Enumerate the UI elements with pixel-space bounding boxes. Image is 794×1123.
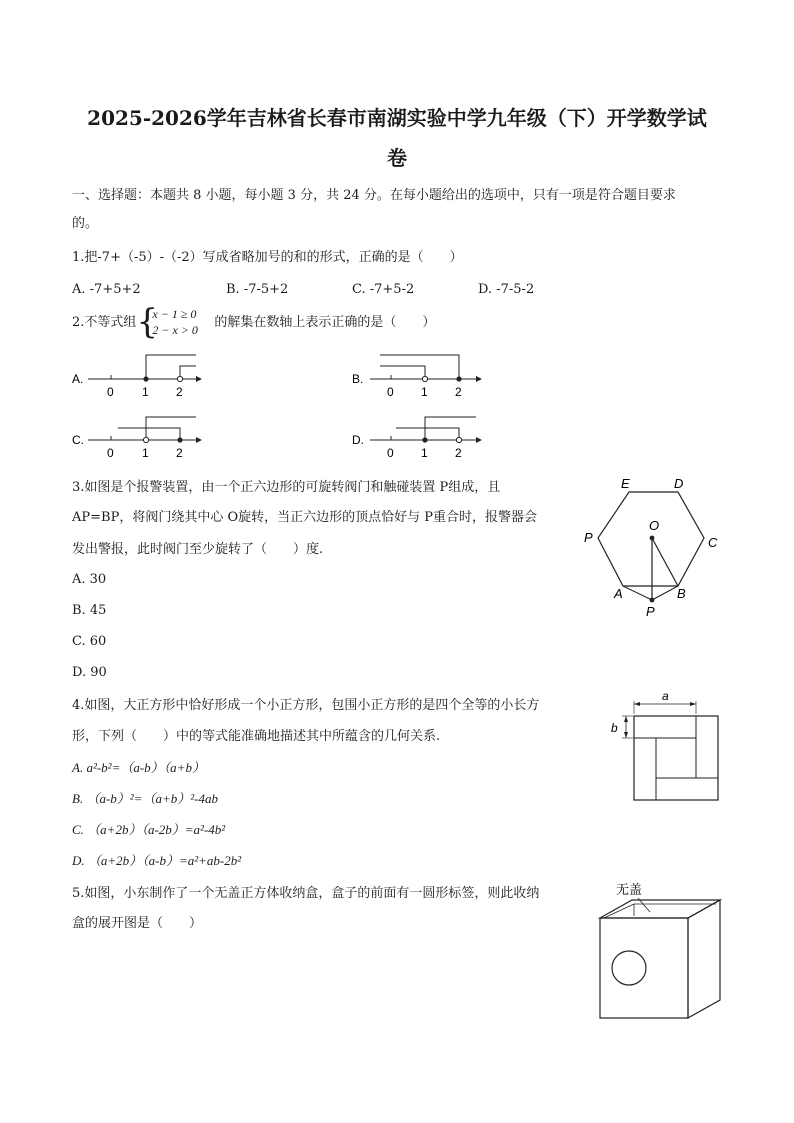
tick-0: 0 — [387, 385, 394, 399]
q4-option-b: B. （a-b）²=（a+b）²-4ab — [72, 791, 218, 806]
box-front-face — [600, 918, 688, 1018]
q1-option-c: C. -7+5-2 — [352, 282, 415, 297]
solid-point — [177, 437, 182, 442]
q2-stem-suffix: 的解集在数轴上表示正确的是（ ） — [214, 315, 436, 330]
q2-label-a: A. — [72, 372, 84, 386]
q3-stem-line1: 3.如图是个报警装置，由一个正六边形的可旋转阀门和触碰装置 P组成，且 — [72, 480, 501, 495]
tick-0: 0 — [107, 385, 114, 399]
square-rectangles-figure — [606, 692, 728, 804]
q3-option-a: A. 30 — [72, 572, 107, 587]
tick-2: 2 — [455, 385, 462, 399]
tick-1: 1 — [421, 385, 428, 399]
q5-stem-line2: 盒的展开图是（ ） — [72, 916, 203, 931]
section-heading-continued: 的。 — [72, 216, 99, 231]
q4-stem-line1: 4.如图，大正方形中恰好形成一个小正方形，包围小正方形的是四个全等的小长方 — [72, 698, 540, 713]
q2-option-c-figure — [72, 417, 202, 460]
vertex-d: D — [674, 476, 684, 491]
tick-0: 0 — [387, 446, 394, 460]
hollow-point — [143, 437, 148, 442]
q2-label-c: C. — [72, 433, 84, 447]
tick-1: 1 — [142, 385, 149, 399]
hollow-point — [177, 376, 182, 381]
label-b: b — [611, 721, 618, 735]
vertex-a: A — [614, 586, 623, 601]
q3-option-b: B. 45 — [72, 603, 107, 618]
tick-2: 2 — [455, 446, 462, 460]
q2-number-lines — [66, 346, 766, 466]
center-point-o — [650, 536, 655, 541]
circle-label — [612, 951, 646, 985]
q4-option-a: A. a²-b²=（a-b）（a+b） — [72, 760, 205, 775]
tick-2: 2 — [176, 385, 183, 399]
box-side-face — [688, 900, 720, 1018]
solid-point — [143, 376, 148, 381]
label-no-lid: 无盖 — [616, 882, 643, 897]
open-box-figure — [592, 878, 728, 1022]
left-brace: { — [136, 302, 159, 342]
solid-point — [422, 437, 427, 442]
vertex-e: E — [621, 476, 630, 491]
label-o: O — [649, 518, 660, 533]
q2-option-d-figure — [352, 417, 482, 460]
hollow-point — [422, 376, 427, 381]
hollow-point — [456, 437, 461, 442]
q2-label-b: B. — [352, 372, 364, 386]
vertex-c: C — [708, 535, 718, 550]
vertex-b: B — [677, 586, 686, 601]
inner-square — [656, 738, 696, 778]
inequality-1: x − 1 ≥ 0 — [152, 307, 197, 321]
solid-point — [456, 376, 461, 381]
q1-option-a: A. -7+5+2 — [72, 282, 141, 297]
q5-stem-line1: 5.如图，小东制作了一个无盖正方体收纳盒，盒子的前面有一圆形标签，则此收纳 — [72, 886, 540, 901]
q4-option-d: D. （a+2b）（a-b）=a²+ab-2b² — [72, 853, 242, 868]
outer-square — [634, 716, 718, 800]
q1-option-b: B. -7-5+2 — [226, 282, 289, 297]
trigger-point-p — [650, 598, 655, 603]
page-title-continued: 卷 — [387, 146, 407, 170]
tick-1: 1 — [421, 446, 428, 460]
q4-stem-line2: 形，下列（ ）中的等式能准确地描述其中所蕴含的几何关系. — [72, 729, 441, 744]
label-p-bottom: P — [646, 604, 655, 619]
q2-stem — [72, 302, 436, 342]
q2-label-d: D. — [352, 433, 364, 447]
q2-stem-prefix: 2.不等式组 — [72, 315, 137, 330]
hexagon-valve-figure — [578, 472, 728, 622]
tick-1: 1 — [142, 446, 149, 460]
q4-option-c: C. （a+2b）（a-2b）=a²-4b² — [72, 822, 226, 837]
box-top-opening — [600, 900, 720, 918]
section-heading: 一、选择题：本题共 8 小题，每小题 3 分，共 24 分。在每小题给出的选项中，只有一项是符合题目要求 — [72, 188, 676, 203]
tick-2: 2 — [176, 446, 183, 460]
page-title: 2025-2026学年吉林省长春市南湖实验中学九年级（下）开学数学试 — [87, 106, 707, 130]
q3-option-d: D. 90 — [72, 665, 107, 680]
inequality-lines — [152, 306, 198, 338]
label-a: a — [662, 692, 669, 703]
q1-stem: 1.把-7+（-5）-（-2）写成省略加号的和的形式，正确的是（ ） — [72, 250, 463, 265]
q2-option-b-figure — [352, 355, 482, 399]
tick-0: 0 — [107, 446, 114, 460]
q3-stem-line2: AP=BP，将阀门绕其中心 O旋转，当正六边形的顶点恰好与 P重合时，报警器会 — [72, 510, 537, 525]
q3-option-c: C. 60 — [72, 634, 107, 649]
q1-option-d: D. -7-5-2 — [478, 282, 535, 297]
inequality-2: 2 − x > 0 — [152, 323, 198, 337]
q3-stem-line3: 发出警报，此时阀门至少旋转了（ ）度. — [72, 542, 324, 557]
inequality-system — [136, 302, 214, 342]
q2-option-a-figure — [72, 355, 202, 399]
label-p-left: P — [584, 530, 593, 545]
